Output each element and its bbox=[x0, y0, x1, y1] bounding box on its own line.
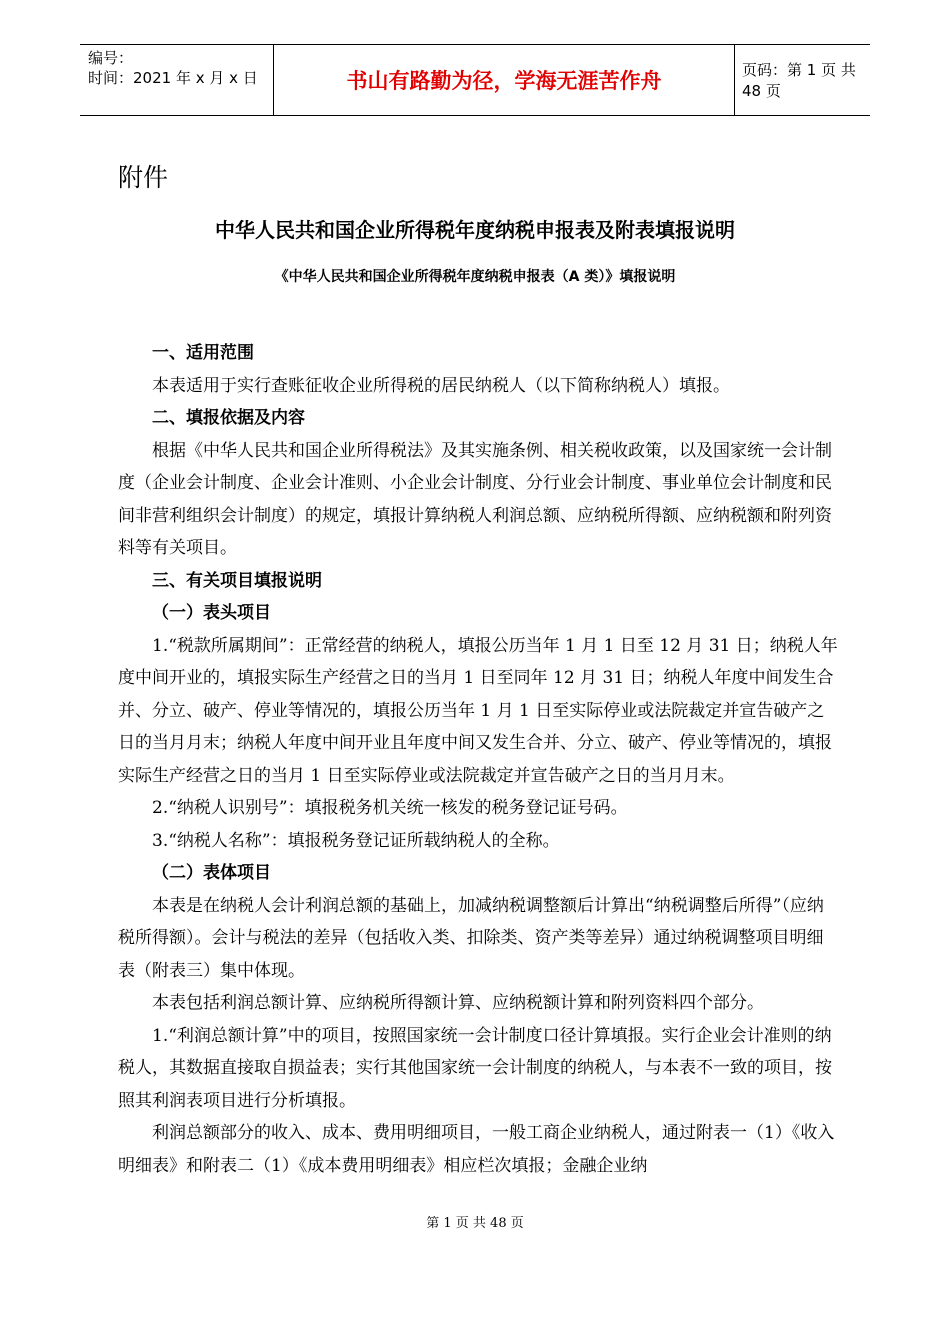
section-heading: 三、有关项目填报说明 bbox=[152, 570, 322, 591]
attachment-label: 附件 bbox=[118, 163, 169, 192]
time-label: 时间：2021 年 x 月 x 日 bbox=[88, 69, 258, 87]
section-heading: 一、适用范围 bbox=[152, 343, 254, 363]
page-header bbox=[80, 44, 870, 116]
page-footer: 第 1 页 共 48 页 bbox=[426, 1216, 524, 1231]
header-meta bbox=[88, 48, 258, 88]
number-label: 编号： bbox=[88, 49, 134, 67]
paragraph: 根据《中华人民共和国企业所得税法》及其实施条例、相关税收政策，以及国家统一会计制度（企业会计制度、企业会计准则、小企业会计制度、分行业会计制度、事业单位会计制度和民间非营利组织会计制度）的规定，填报计算纳税人利润总额、应纳税所得额、应纳税额和附列资料等有关项目。 bbox=[118, 440, 832, 558]
paragraph: 本表包括利润总额计算、应纳税所得额计算、应纳税额计算和附列资料四个部分。 bbox=[152, 993, 764, 1013]
document-title: 中华人民共和国企业所得税年度纳税申报表及附表填报说明 bbox=[215, 218, 735, 242]
header-page-info: 页码：第 1 页 共 48 页 bbox=[742, 61, 856, 100]
document-subtitle: 《中华人民共和国企业所得税年度纳税申报表（A 类）》填报说明 bbox=[274, 269, 676, 285]
motto: 书山有路勤为径，学海无涯苦作舟 bbox=[273, 45, 735, 115]
document-body bbox=[118, 337, 838, 1182]
paragraph: 本表是在纳税人会计利润总额的基础上，加减纳税调整额后计算出“纳税调整后所得”（应纳税所得额）。会计与税法的差异（包括收入类、扣除类、资产类等差异）通过纳税调整项目明细表（附表三）集中体现。 bbox=[118, 895, 824, 981]
subsection-heading: （一）表头项目 bbox=[152, 603, 271, 623]
paragraph: 3.“纳税人名称”：填报税务登记证所载纳税人的全称。 bbox=[152, 830, 560, 851]
paragraph: 1.“税款所属期间”：正常经营的纳税人，填报公历当年 1 月 1 日至 12 月 31 日；纳税人年度中间开业的，填报实际生产经营之日的当月 1 日至同年 12 月 31 日；纳税人年度中间发生合并、分立、破产、停业等情况的，填报公历当年 1 月 1 日至实际停业或法院裁定并宣告破产之日的当月月末；纳税人年度中间开业且年度中间又发生合并、分立、破产、停业等情况的，填报实际生产经营之日的当月 1 日至实际停业或法院裁定并宣告破产之日的当月月末。 bbox=[118, 635, 838, 786]
paragraph: 2.“纳税人识别号”：填报税务机关统一核发的税务登记证号码。 bbox=[152, 798, 628, 818]
paragraph: 利润总额部分的收入、成本、费用明细项目，一般工商企业纳税人，通过附表一（1）《收入明细表》和附表二（1）《成本费用明细表》相应栏次填报；金融企业纳 bbox=[118, 1123, 835, 1176]
section-heading: 二、填报依据及内容 bbox=[152, 408, 305, 428]
paragraph: 本表适用于实行查账征收企业所得税的居民纳税人（以下简称纳税人）填报。 bbox=[152, 375, 730, 396]
paragraph: 1.“利润总额计算”中的项目，按照国家统一会计制度口径计算填报。实行企业会计准则的纳税人，其数据直接取自损益表；实行其他国家统一会计制度的纳税人，与本表不一致的项目，按照其利润表项目进行分析填报。 bbox=[118, 1025, 832, 1111]
subsection-heading: （二）表体项目 bbox=[152, 863, 271, 883]
